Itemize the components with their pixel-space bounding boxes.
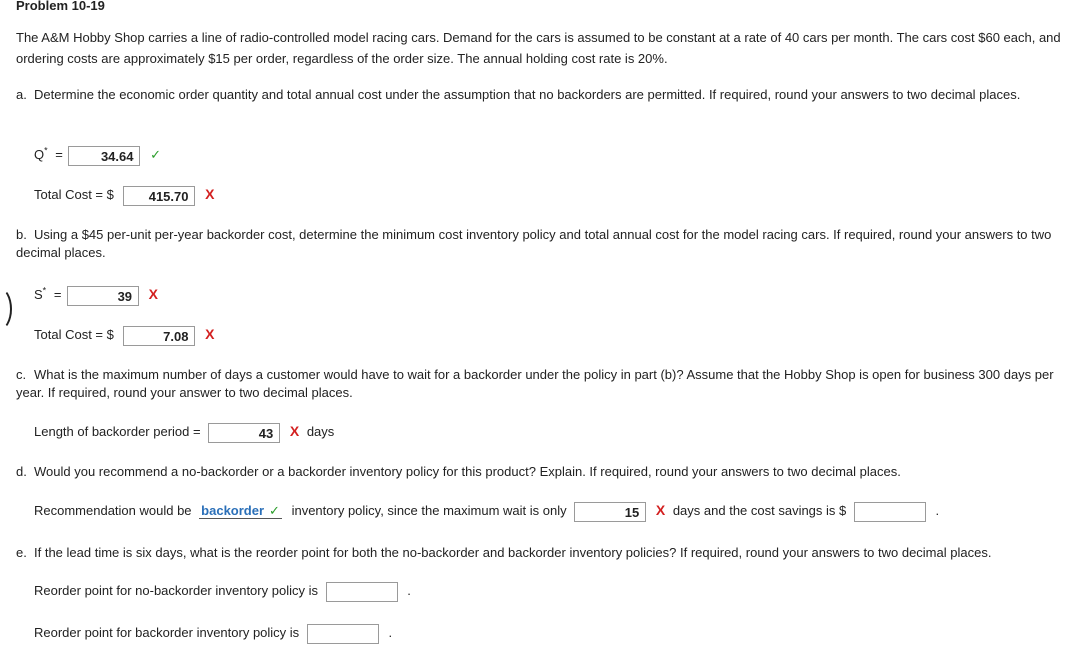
backorder-reorder-input[interactable] (307, 624, 379, 644)
cross-icon: X (289, 423, 300, 439)
recommendation-row (34, 500, 939, 522)
cross-icon: X (205, 186, 215, 202)
part-e-label: e. (16, 545, 27, 560)
part-c-label: c. (16, 367, 27, 382)
part-c-prompt (16, 366, 1078, 402)
backorder-reorder-label: Reorder point for backorder inventory policy is (34, 625, 300, 640)
check-icon: ✓ (269, 503, 280, 518)
s-star-row (34, 281, 158, 306)
recommendation-suffix: days and the cost savings is $ (672, 503, 847, 518)
part-e-prompt (16, 544, 1078, 562)
no-backorder-reorder-input[interactable] (326, 582, 398, 602)
s-eq: = (53, 287, 62, 303)
part-a-label: a. (16, 87, 27, 102)
e-period-1: . (407, 583, 411, 598)
cross-icon: X (655, 502, 666, 518)
a-total-cost-input[interactable]: 415.70 (123, 186, 195, 206)
a-total-cost-row (34, 184, 214, 206)
part-a-prompt (16, 86, 1078, 104)
recommendation-mid: inventory policy, since the maximum wait is only (291, 503, 567, 518)
cross-icon: X (205, 326, 215, 342)
b-total-cost-label: Total Cost = $ (34, 327, 114, 342)
q-star-label: Q* (34, 146, 48, 163)
no-backorder-reorder-label: Reorder point for no-backorder inventory policy is (34, 583, 318, 598)
q-star-row (34, 141, 161, 166)
part-e-text: If the lead time is six days, what is the reorder point for both the no-backorder and backorder inventory policies? If required, round your answers to two decimal places. (34, 545, 992, 560)
q-star-input[interactable]: 34.64 (68, 146, 140, 166)
s-star-label: S* (34, 286, 47, 303)
part-c-text: What is the maximum number of days a customer would have to wait for a backorder under the policy in part (b)? Assume that the Hobby Shop is open for business 300 days per year. If required, round your answer to two decimal places. (16, 367, 1054, 400)
part-d-text: Would you recommend a no-backorder or a backorder inventory policy for this product? Explain. If required, round your answers to two decimal places. (34, 464, 901, 479)
b-total-cost-input[interactable]: 7.08 (123, 326, 195, 346)
backorder-length-label: Length of backorder period = (34, 424, 201, 439)
no-backorder-reorder-row (34, 581, 411, 602)
part-a-text: Determine the economic order quantity and total annual cost under the assumption that no backorders are permitted. If required, round your answers to two decimal places. (34, 87, 1021, 102)
d-period: . (935, 503, 940, 518)
check-icon: ✓ (150, 147, 162, 163)
bracket-decoration (0, 287, 12, 331)
days-unit: days (306, 424, 335, 439)
backorder-length-row (34, 421, 334, 443)
b-total-cost-row (34, 324, 214, 346)
part-d-label: d. (16, 464, 27, 479)
backorder-length-input[interactable]: 43 (208, 423, 280, 443)
part-b-label: b. (16, 227, 27, 242)
recommendation-select[interactable]: backorder ✓ (201, 503, 280, 518)
part-b-text: Using a $45 per-unit per-year backorder cost, determine the minimum cost inventory policy and total annual cost for the model racing cars. If required, round your answers to two decimal places. (16, 227, 1052, 260)
part-d-prompt (16, 463, 1078, 481)
s-star-input[interactable]: 39 (67, 286, 139, 306)
max-wait-input[interactable]: 15 (574, 502, 646, 522)
backorder-reorder-row (34, 623, 392, 644)
problem-title: Problem 10-19 (16, 0, 105, 13)
cross-icon: X (148, 286, 158, 303)
problem-intro: The A&M Hobby Shop carries a line of radio-controlled model racing cars. Demand for the cars is assumed to be constant at a rate of 40 cars per month. The cars cost $60 each, and ordering costs are approximately $15 per order, regardless of the order size. The annual holding cost rate is 20%. (16, 30, 1061, 66)
recommendation-prefix: Recommendation would be (34, 503, 192, 518)
q-eq: = (55, 147, 63, 163)
e-period-2: . (388, 625, 393, 640)
part-b-prompt (16, 226, 1078, 262)
cost-savings-input[interactable] (854, 502, 926, 522)
a-total-cost-label: Total Cost = $ (34, 187, 114, 202)
